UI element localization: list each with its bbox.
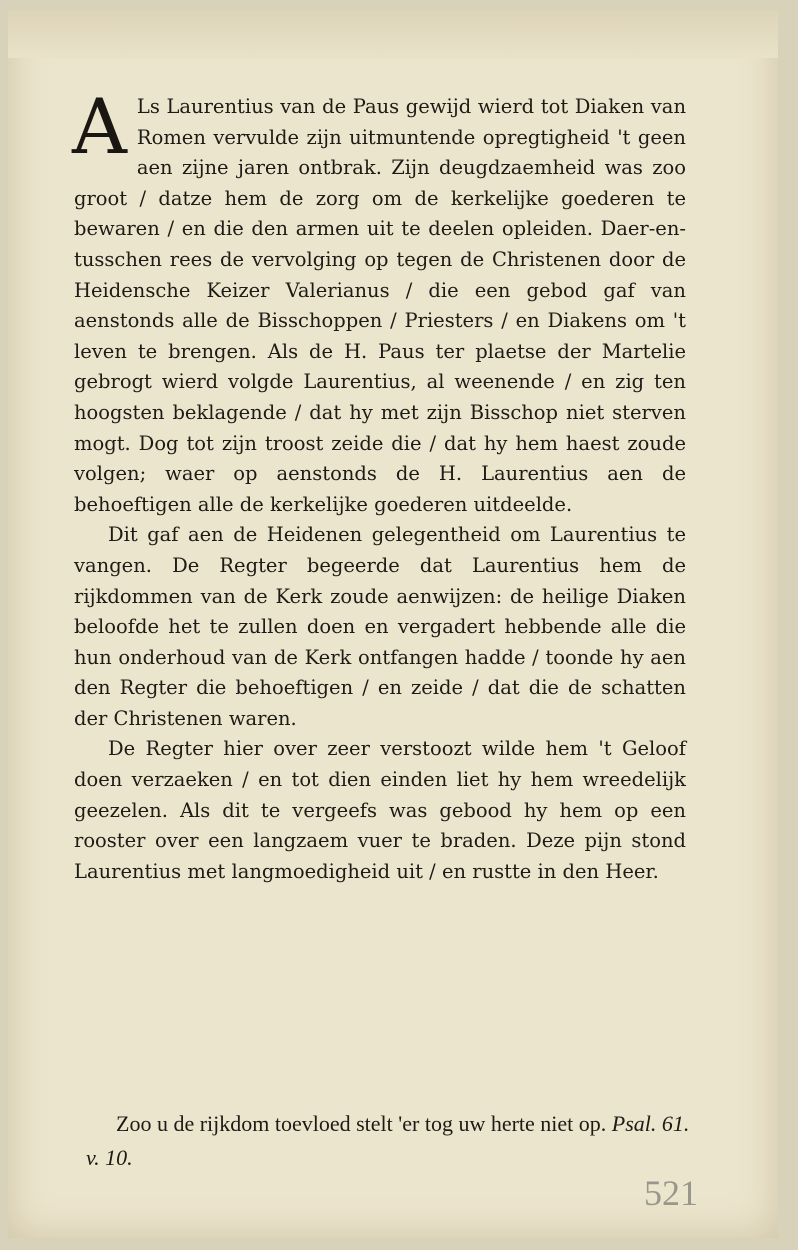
- motto-reference: Psal. 61. v. 10.: [86, 1111, 690, 1170]
- drop-capital: A: [72, 82, 127, 171]
- scripture-motto: [86, 1107, 706, 1175]
- body-text: [72, 82, 686, 887]
- paragraph-1: [72, 82, 686, 520]
- motto-text: Zoo u de rijkdom toevloed stelt 'er tog uw herte niet op.: [116, 1111, 607, 1136]
- page-top-edge: [8, 10, 778, 58]
- page-number: 521: [644, 1173, 698, 1213]
- paragraph-2: Dit gaf aen de Heidenen gelegentheid om Laurentius te vangen. De Regter begeerde dat Laurentius hem de rijkdommen van de Kerk zoude aenwijzen: de heilige Diaken beloofde het te zullen doen en vergadert hebbende alle die hun onderhoud van de Kerk ontfangen hadde / toonde hy aen den Regter die behoeftigen / en zeide / dat die de schatten der Christenen waren.: [74, 523, 686, 730]
- paragraph-3: De Regter hier over zeer verstoozt wilde hem 't Geloof doen verzaeken / en tot dien einden liet hy hem wreedelijk geezelen. Als dit te vergeefs was gebood hy hem op een rooster over een langzaem vuer te braden. Deze pijn stond Laurentius met langmoedigheid uit / en rustte in den Heer.: [74, 737, 686, 883]
- paragraph-1-text: Ls Laurentius van de Paus gewijd wierd tot Diaken van Romen vervulde zijn uitmuntende opregtigheid 't geen aen zijne jaren ontbrak. Zijn deugdzaemheid was zoo groot / datze hem de zorg om de kerkelijke goederen te bewaren / en die den armen uit te deelen opleiden. Daer-en-tusschen rees de vervolging op tegen de Christenen door de Heidensche Keizer Valerianus / die een gebod gaf van aenstonds alle de Bisschoppen / Priesters / en Diakens om 't leven te brengen. Als de H. Paus ter plaetse der Martelie gebrogt wierd volgde Laurentius, al weenende / en zig ten hoogsten beklagende / dat hy met zijn Bisschop niet sterven mogt. Dog tot zijn troost zeide die / dat hy hem haest zoude volgen; waer op aenstonds de H. Laurentius aen de behoeftigen alle de kerkelijke goederen uitdeelde.: [74, 95, 686, 516]
